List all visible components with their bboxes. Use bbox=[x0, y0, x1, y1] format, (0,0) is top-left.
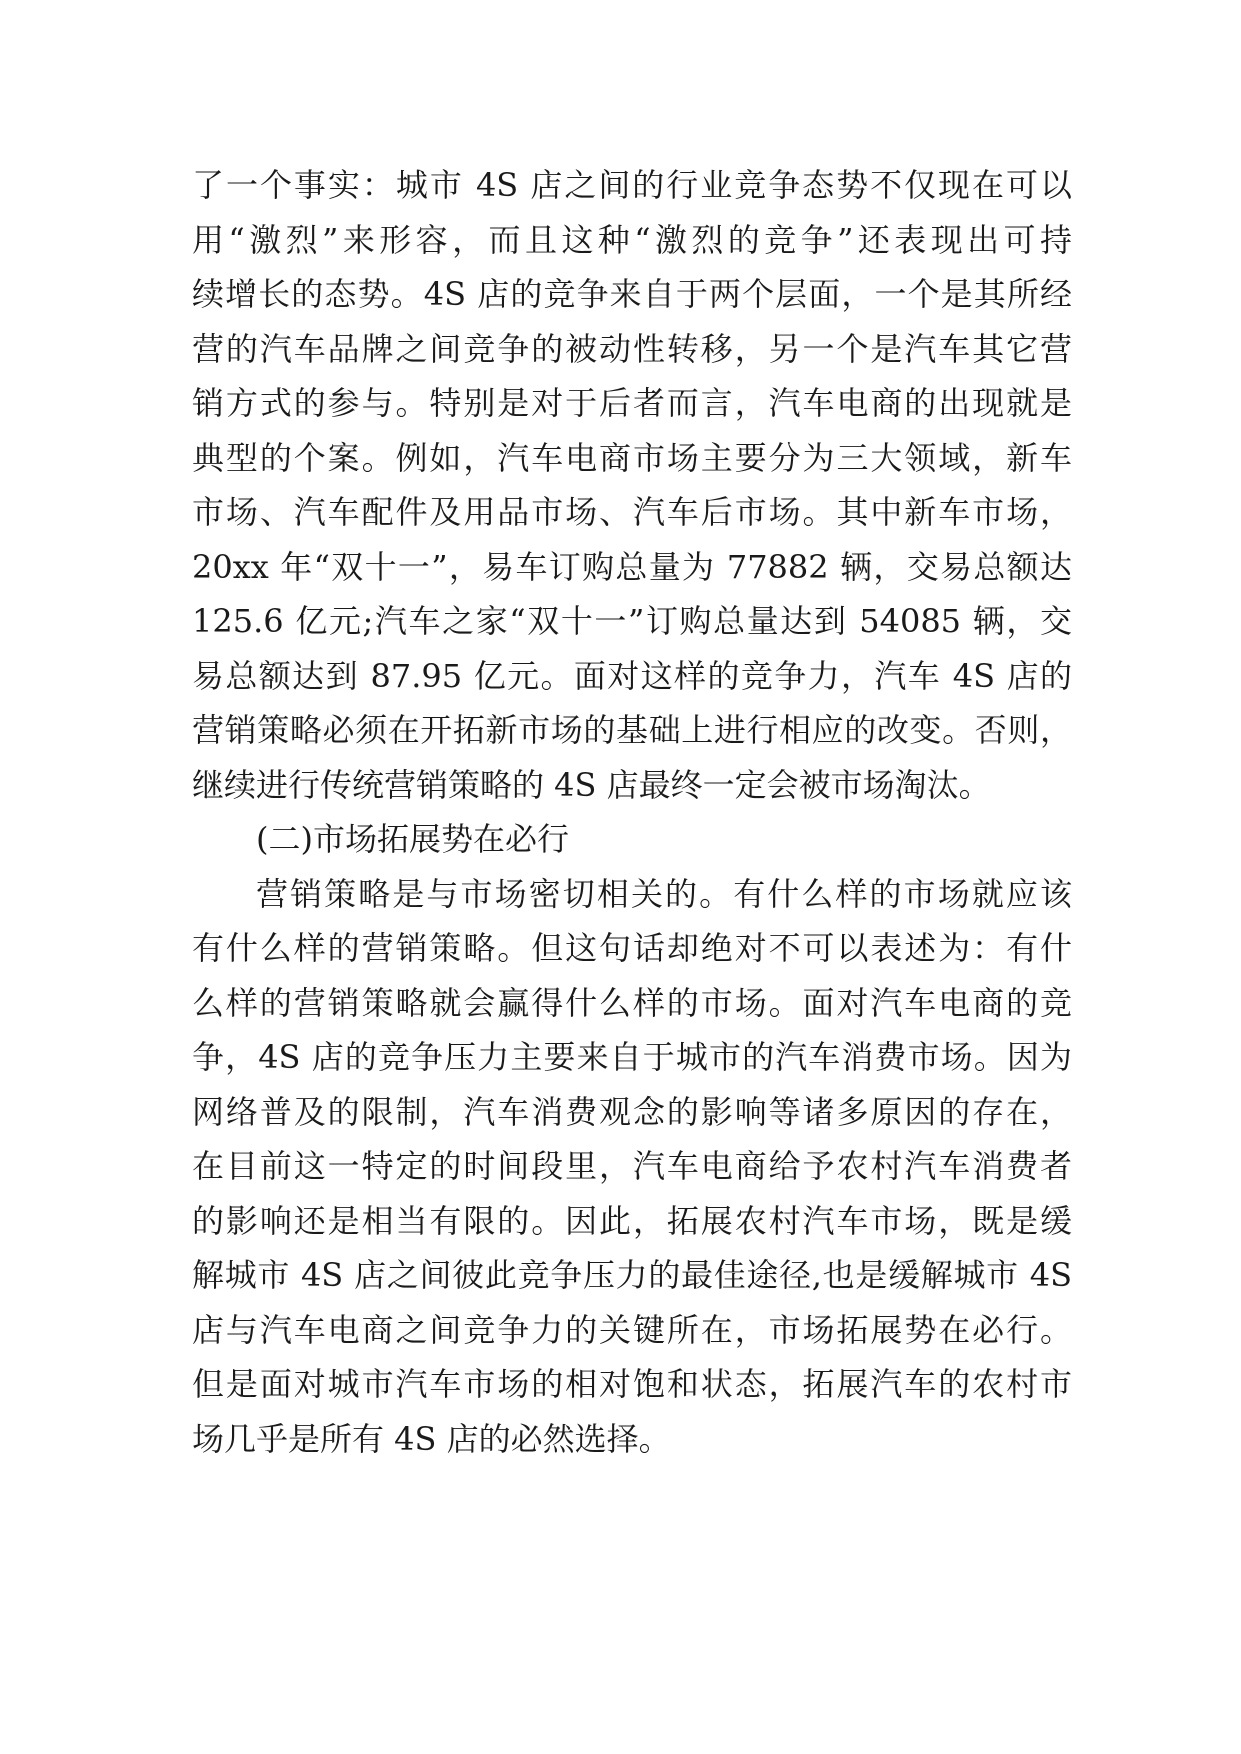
text-line: 在目前这一特定的时间段里，汽车电商给予农村汽车消费者 bbox=[192, 1147, 1072, 1185]
text-line: 场几乎是所有 4S 店的必然选择。 bbox=[192, 1419, 671, 1458]
text-line: 营销策略必须在开拓新市场的基础上进行相应的改变。否则， bbox=[192, 711, 1072, 749]
text-line: 典型的个案。例如，汽车电商市场主要分为三大领域，新车 bbox=[192, 438, 1072, 477]
text-line: 店与汽车电商之间竞争力的关键所在，市场拓展势在必行。 bbox=[192, 1310, 1072, 1349]
text-line: 营的汽车品牌之间竞争的被动性转移，另一个是汽车其它营 bbox=[192, 329, 1072, 368]
text-line: 继续进行传统营销策略的 4S 店最终一定会被市场淘汰。 bbox=[192, 765, 991, 804]
text-line: 解城市 4S 店之间彼此竞争压力的最佳途径,也是缓解城市 4S bbox=[192, 1256, 1072, 1294]
text-line: 有什么样的营销策略。但这句话却绝对不可以表述为：有什 bbox=[192, 929, 1072, 967]
text-line: 20xx 年“双十一”，易车订购总量为 77882 辆，交易总额达 bbox=[192, 547, 1072, 586]
text-line: 么样的营销策略就会赢得什么样的市场。面对汽车电商的竞 bbox=[192, 983, 1072, 1022]
text-line: 网络普及的限制，汽车消费观念的影响等诸多原因的存在， bbox=[192, 1092, 1072, 1131]
text-line: 市场、汽车配件及用品市场、汽车后市场。其中新车市场， bbox=[192, 493, 1072, 531]
paragraph-2 bbox=[192, 867, 1072, 1467]
text-line: 的影响还是相当有限的。因此，拓展农村汽车市场，既是缓 bbox=[192, 1201, 1072, 1240]
paragraph-1 bbox=[192, 158, 1072, 812]
text-line: 营销策略是与市场密切相关的。有什么样的市场就应该 bbox=[256, 874, 1072, 913]
document-body bbox=[192, 158, 1072, 1466]
text-line: 续增长的态势。4S 店的竞争来自于两个层面，一个是其所经 bbox=[192, 275, 1072, 313]
text-line: 了一个事实：城市 4S 店之间的行业竞争态势不仅现在可以 bbox=[192, 166, 1072, 204]
text-line: 争，4S 店的竞争压力主要来自于城市的汽车消费市场。因为 bbox=[192, 1038, 1072, 1076]
text-line: 125.6 亿元;汽车之家“双十一”订购总量达到 54085 辆，交 bbox=[192, 602, 1072, 640]
text-line: 但是面对城市汽车市场的相对饱和状态，拓展汽车的农村市 bbox=[192, 1365, 1072, 1403]
text-line: 用“激烈”来形容，而且这种“激烈的竞争”还表现出可持 bbox=[192, 220, 1072, 259]
section-heading: (二)市场拓展势在必行 bbox=[256, 820, 569, 858]
text-line: 销方式的参与。特别是对于后者而言，汽车电商的出现就是 bbox=[192, 384, 1072, 422]
text-line: 易总额达到 87.95 亿元。面对这样的竞争力，汽车 4S 店的 bbox=[192, 656, 1072, 695]
